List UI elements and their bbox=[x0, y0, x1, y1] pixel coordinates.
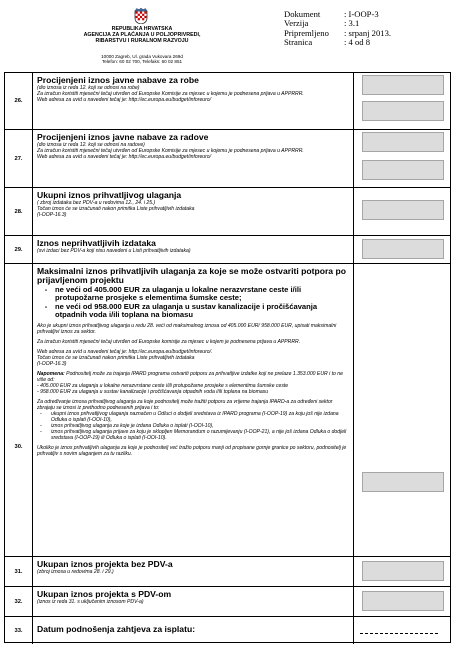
amount-field-1[interactable] bbox=[362, 132, 444, 152]
agency-line: REPUBLIKA HRVATSKA bbox=[111, 26, 173, 32]
doc-info-row bbox=[284, 10, 451, 19]
amount-field-2[interactable] bbox=[362, 160, 444, 180]
row-number: 29. bbox=[5, 236, 33, 263]
sub-bullet: - ukupni iznos prihvatljivog ulaganja naznačen u Odluci o dodjeli sredstava iz IPARD programa (I-OOP-19) za koju još nije izdana Odluka o isplati (I-OOI-10), bbox=[37, 411, 348, 423]
agency-line: RIBARSTVU I RURALNOM RAZVOJU bbox=[95, 38, 189, 45]
row-subtitle: (zbroj iznosa u redovima 28. i 29.) bbox=[37, 569, 114, 576]
form-row-33 bbox=[5, 616, 450, 644]
doc-info-value: : srpanj 2013. bbox=[344, 27, 392, 38]
form-row-29 bbox=[5, 235, 450, 263]
row-content bbox=[37, 239, 348, 254]
amount-hrk-field[interactable] bbox=[362, 591, 444, 611]
row-text: Za određivanje iznosa prihvatljivog ulaganja za koje podnositelj može tražiti potporu za vrijeme trajanja IPARD-a za određeni sektor zbrajaju se iznosi iz prethodno podnesenih prijava i to: bbox=[37, 399, 333, 412]
agency-line: AGENCIJA ZA PLAĆANJA U POLJOPRIVREDI, bbox=[83, 32, 201, 39]
amount-cell bbox=[353, 73, 450, 129]
row-text: - 958.000 EUR za ulaganja u sustav kanalizacije i pročišćavanja otpadnih voda i/ili toplana na biomasu bbox=[37, 389, 269, 396]
row-number: 31. bbox=[5, 557, 33, 586]
amount-hrk-field[interactable] bbox=[362, 101, 444, 121]
agency-block bbox=[4, 4, 280, 66]
row-number: 27. bbox=[5, 130, 33, 187]
row-title: Ukupan iznos projekta s PDV-om bbox=[37, 589, 172, 599]
row-content bbox=[37, 133, 348, 160]
doc-info-key: Stranica bbox=[284, 37, 313, 48]
sub-bullet: - iznos prihvatljivog ulaganja za koje je izdana Odluka o isplati (I-OOI-10), bbox=[40, 423, 214, 430]
amount-cell bbox=[353, 188, 450, 235]
doc-info-value: : 4 od 8 bbox=[344, 37, 371, 48]
row-subtitle: (dio iznosa iz reda 12. koji se odnosi na radove) bbox=[37, 142, 145, 149]
row-text: Web adresa za uvid u navedeni tečaj je: http://ec.europa.eu/budget/inforeuro/. bbox=[37, 349, 213, 356]
row-title: Procijenjeni iznos javne nabave za robe bbox=[37, 75, 199, 85]
doc-info-key: Pripremljeno bbox=[284, 27, 329, 38]
form-row-32 bbox=[5, 586, 450, 616]
row-text: Ako je ukupni iznos prihvatljivog ulaganja u redu 28. veći od maksimalnog iznosa od 405.000 EUR/ 958.000 EUR, upisati maksimalni prihvatljivi iznos za sektor. bbox=[37, 323, 337, 336]
form-row-31 bbox=[5, 556, 450, 586]
sub-bullet: - iznos prihvatljivog ulaganja prijave za koju je sklopljen Memorandum o razumijevanju (I-OOP-21), a nije još izdana Odluka o dodjeli sredstava (I-OOP-19) ili Odluka o isplati (I-OOI-10). bbox=[40, 429, 347, 442]
row-content bbox=[37, 590, 348, 605]
row-content bbox=[37, 191, 348, 218]
limit-bullet-text: ne veći od 405.000 EUR za ulaganja u lokalne nerazvrstane ceste i/ili protupožarne prosjeke s elementima šumske ceste; bbox=[55, 284, 302, 303]
date-input-line[interactable] bbox=[360, 633, 438, 634]
row-title: Ukupni iznos prihvatljivog ulaganja bbox=[37, 190, 182, 200]
row-title: Ukupan iznos projekta bez PDV-a bbox=[37, 559, 173, 569]
row-text: Web adresa za uvid u navedeni tečaj je: http://ec.europa.eu/budget/inforeuro/ bbox=[37, 154, 212, 161]
limit-bullet: - ne veći od 958.000 EUR za ulaganja u sustav kanalizacije i pročišćavanja otpadnih voda i/ili toplana na biomasu bbox=[37, 303, 348, 320]
row-text: Točan iznos će se izračunati nakon primitka Liste prihvatljivih izdataka bbox=[37, 355, 195, 362]
amount-cell bbox=[353, 236, 450, 263]
form-row-26 bbox=[5, 73, 450, 129]
note-paragraph bbox=[37, 371, 348, 383]
amount-hrk-field[interactable] bbox=[362, 239, 444, 259]
sub-bullet-text: ukupni iznos prihvatljivog ulaganja naznačen u Odluci o dodjeli sredstava iz IPARD programa (I-OOP-19) za koju još nije izdana Odluka o isplati (I-OOI-10), bbox=[51, 411, 339, 424]
address-line: Telefon: 60 02 700, Telefaks: 60 02 851 bbox=[101, 59, 183, 65]
agency-address bbox=[4, 54, 280, 65]
row-number: 32. bbox=[5, 587, 33, 616]
amount-hrk-field[interactable] bbox=[362, 561, 444, 581]
row-number: 26. bbox=[5, 73, 33, 129]
note-label: Napomena: bbox=[37, 371, 65, 378]
row-title: Datum podnošenja zahtjeva za isplatu: bbox=[37, 624, 196, 634]
row-title: Maksimalni iznos prihvatljivih ulaganja za koje se može ostvariti potpora po prijavljenom projektu bbox=[37, 266, 346, 286]
form-row-28 bbox=[5, 187, 450, 235]
row-content bbox=[37, 560, 348, 575]
row-text: (I-OOP-16.3) bbox=[37, 361, 67, 368]
doc-info-row bbox=[284, 38, 451, 47]
row-text: (I-OOP-16.3) bbox=[37, 212, 67, 219]
amount-cell bbox=[353, 130, 450, 187]
sub-bullet-text: iznos prihvatljivog ulaganja prijave za koju je sklopljen Memorandum o razumijevanju (I-OOP-21), a nije još izdana Odluka o dodjeli sredstava (I-OOP-19) ili Odluka o isplati (I-OOI-10). bbox=[51, 429, 347, 442]
note-text: Podnositelj može za trajanja IPARD programa ostvariti potporu za prihvatljive izdatke koji ne prelaze 1.353.000 EUR i to ne više od: bbox=[37, 371, 343, 384]
row-content bbox=[37, 625, 348, 634]
row-title: Procijenjeni iznos javne nabave za radove bbox=[37, 132, 209, 142]
doc-info-key: Dokument bbox=[284, 9, 321, 19]
row-text: Web adresa za uvid u navedeni tečaj je: http://ec.europa.eu/budget/inforeuro/ bbox=[37, 97, 212, 104]
coat-of-arms-icon bbox=[134, 8, 148, 24]
agency-name bbox=[4, 26, 280, 45]
amount-eur-field[interactable] bbox=[362, 75, 444, 95]
row-subtitle: (dio iznosa iz reda 12. koji se odnosi na robe) bbox=[37, 85, 140, 92]
address-line: 10000 Zagreb, Ul. grada Vukovara 269d bbox=[101, 54, 183, 59]
row-text: - 405.000 EUR za ulaganja u lokalne nerazvrstane ceste i/ili protupožarne prosjeke s elementima šumske ceste bbox=[37, 383, 289, 390]
document-header bbox=[4, 4, 451, 66]
document-info bbox=[284, 10, 451, 48]
row-text: ( zbroj izdataka bez PDV-a u redovima 12., 24. i 25.) bbox=[37, 200, 156, 207]
amount-hrk-field[interactable] bbox=[362, 472, 444, 492]
doc-info-value: : I-OOP-3 bbox=[344, 9, 379, 19]
row-number: 28. bbox=[5, 188, 33, 235]
row-number: 30. bbox=[5, 264, 33, 629]
form-table bbox=[4, 72, 451, 643]
doc-info-key: Verzija bbox=[284, 18, 309, 29]
form-row-27 bbox=[5, 129, 450, 187]
row-text: Za izračun koristiti mjesečni tečaj utvrđen od Europske Komisije za mjesec u kojemu je podnesena prijava u APPRRR. bbox=[37, 148, 304, 155]
row-text: Točan iznos će se izračunati nakon primitka Liste prihvatljivih izdataka bbox=[37, 206, 195, 213]
amount-cell bbox=[353, 587, 450, 616]
row-content bbox=[37, 267, 348, 457]
limit-bullet: - ne veći od 405.000 EUR za ulaganja u lokalne nerazvrstane ceste i/ili protupožarne prosjeke s elementima šumske ceste; bbox=[37, 286, 348, 303]
row-text: Ukoliko je iznos prihvatljivih ulaganja za koje je podnositelj već tražio potporu manji od propisane gornje granice po sektoru, podnositelj je prihvatljiv s novim ulaganjem za tu razliku. bbox=[37, 445, 347, 458]
row-subtitle: (svi izdaci bez PDV-a koji nisu navedeni u Listi prihvatljivih izdataka) bbox=[37, 248, 191, 255]
limit-bullet-text: ne veći od 958.000 EUR za ulaganja u sustav kanalizacije i pročišćavanja otpadnih voda i/ili toplana na biomasu bbox=[55, 301, 318, 320]
date-cell bbox=[353, 617, 450, 644]
doc-info-value: : 3.1 bbox=[344, 18, 360, 29]
amount-hrk-field[interactable] bbox=[362, 200, 444, 220]
amount-cell bbox=[353, 557, 450, 586]
row-text: Za izračun koristiti mjesečni tečaj utvrđen od Europske Komisije za mjesec u kojemu je podnesena prijava u APPRRR. bbox=[37, 91, 304, 98]
row-content bbox=[37, 76, 348, 103]
row-subtitle: (iznos iz reda 31. s uključenim iznosom PDV-a) bbox=[37, 599, 144, 606]
sub-bullet-text: iznos prihvatljivog ulaganja za koje je izdana Odluka o isplati (I-OOI-10), bbox=[51, 423, 214, 430]
row-number: 33. bbox=[5, 617, 33, 644]
row-title: Iznos neprihvatljivih izdataka bbox=[37, 238, 156, 248]
row-text: Za izračun koristiti mjesečni tečaj utvrđen od Europske komisije za mjesec u kojem je podnesena prijava u APPRRR. bbox=[37, 339, 301, 346]
